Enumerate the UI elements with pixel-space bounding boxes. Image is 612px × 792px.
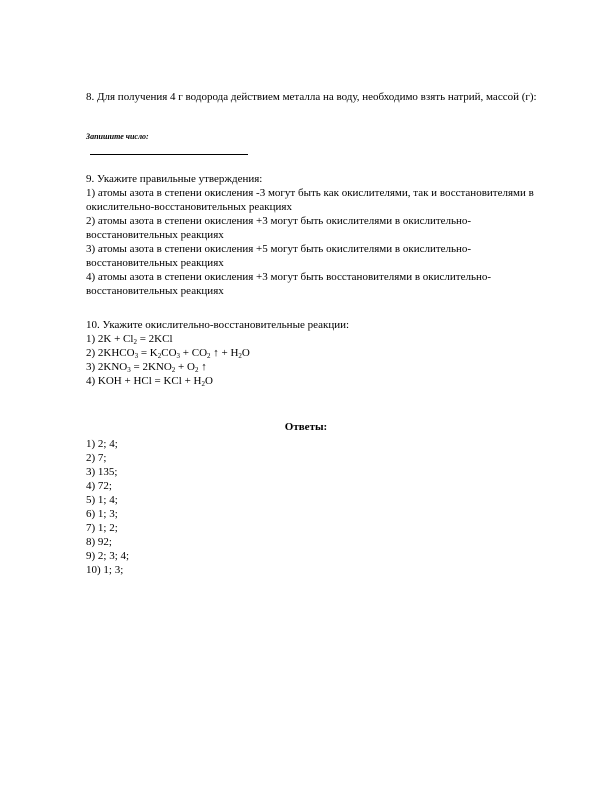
- question-10-title: 10. Укажите окислительно-восстановительные реакции:: [86, 319, 350, 331]
- answer-input-line[interactable]: [90, 154, 248, 155]
- reaction-2: 2) $2KHCO_3 = K_2CO_3 + CO_2$ ↑ + $H_2O$: [86, 347, 250, 360]
- question-8: [86, 90, 546, 104]
- answer-label: Запишите число:: [86, 132, 149, 141]
- answer-item: 3) 135;: [86, 466, 118, 478]
- answer-item: 6) 1; 3;: [86, 508, 118, 520]
- question-9-option: 4) атомы азота в степени окисления +3 могут быть восстановителями в окислительно-восстановительных реакциях: [86, 271, 492, 297]
- question-10: [86, 318, 546, 388]
- reaction-3: 3) $2KNO_3 = 2KNO_2 + O_2$ ↑: [86, 361, 207, 374]
- reaction-4: 4) KOH + HCl = KCl + $H_2O$: [86, 375, 213, 388]
- answer-item: 1) 2; 4;: [86, 438, 118, 450]
- answers-list: [86, 437, 129, 577]
- question-9-option: 3) атомы азота в степени окисления +5 могут быть окислителями в окислительно-восстановительных реакциях: [86, 243, 472, 269]
- question-8-text: 8. Для получения 4 г водорода действием металла на воду, необходимо взять натрий, массой (г):: [86, 91, 537, 103]
- question-9-title: 9. Укажите правильные утверждения:: [86, 173, 263, 185]
- answer-item: 4) 72;: [86, 480, 112, 492]
- answer-item: 5) 1; 4;: [86, 494, 118, 506]
- answer-item: 7) 1; 2;: [86, 522, 118, 534]
- answers-title: Ответы:: [284, 421, 328, 433]
- answer-item: 2) 7;: [86, 452, 107, 464]
- reaction-1: 1) $2K + Cl_2 = 2KCl$: [86, 333, 173, 346]
- answer-item: 9) 2; 3; 4;: [86, 550, 130, 562]
- question-9: [86, 172, 546, 298]
- answer-item: 8) 92;: [86, 536, 112, 548]
- answer-item: 10) 1; 3;: [86, 564, 124, 576]
- question-9-option: 2) атомы азота в степени окисления +3 могут быть окислителями в окислительно-восстановительных реакциях: [86, 215, 472, 241]
- question-9-option: 1) атомы азота в степени окисления -3 могут быть как окислителями, так и восстановителями в окислительно-восстановительных реакциях: [86, 187, 534, 213]
